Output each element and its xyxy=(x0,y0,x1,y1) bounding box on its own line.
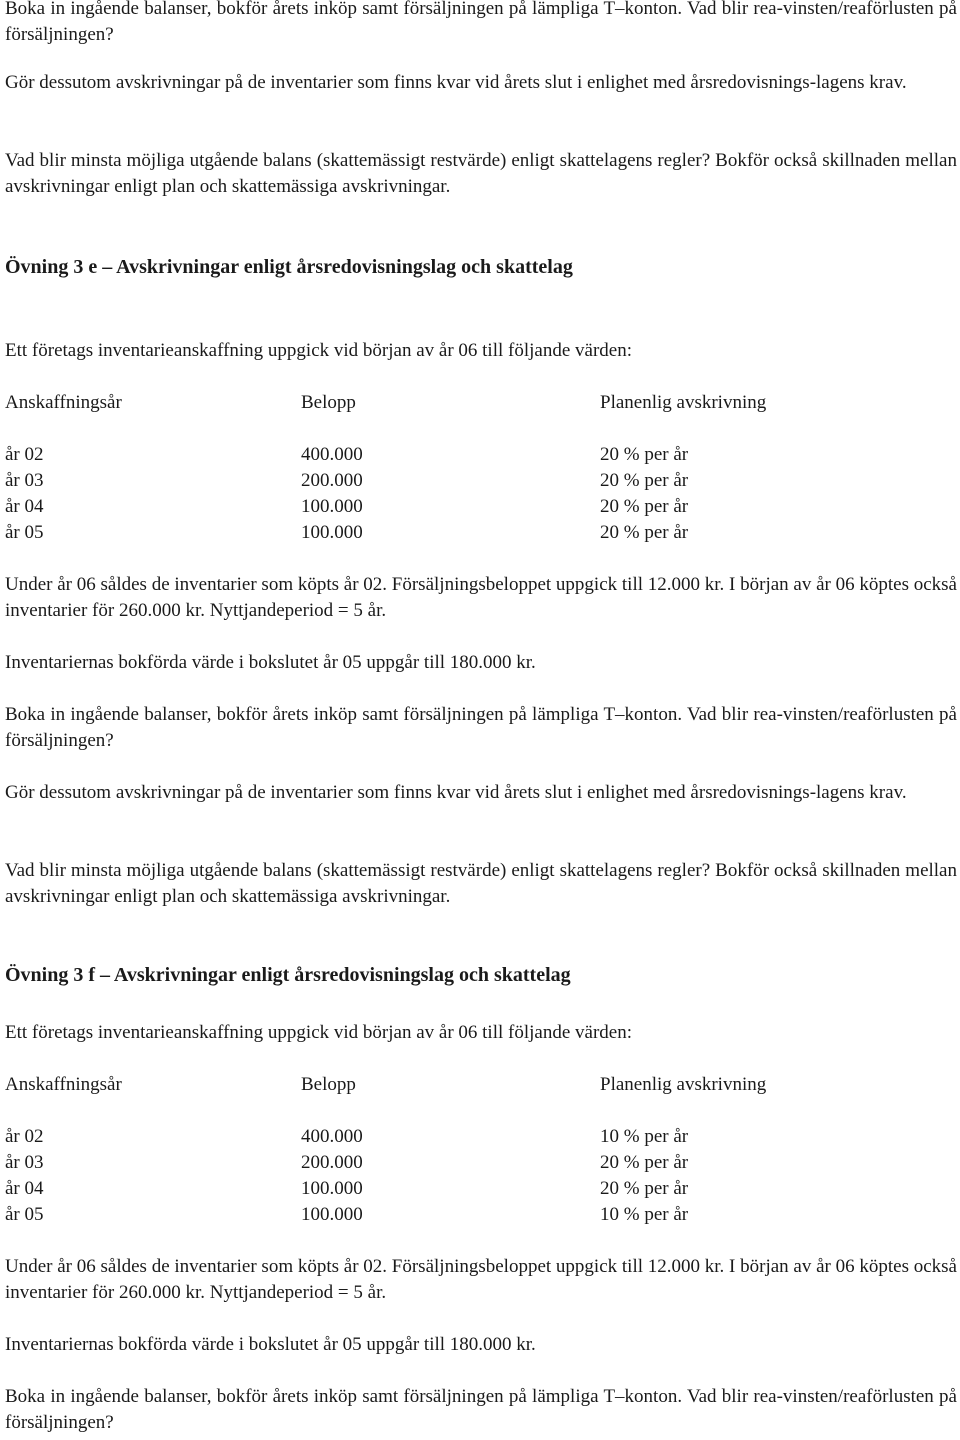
paragraph-booking-instructions: Boka in ingående balanser, bokför årets inköp samt försäljningen på lämpliga T–konton. Vad blir rea-vinsten/reaförlusten på försäljningen? xyxy=(5,704,957,751)
exercise-3f-heading: Övning 3 f – Avskrivningar enligt årsredovisningslag och skattelag xyxy=(5,964,571,986)
table-cell-year: år 04 xyxy=(5,496,44,517)
exercise-3f-intro: Ett företags inventarieanskaffning uppgick vid början av år 06 till följande värden: xyxy=(5,1022,632,1043)
table-cell-year: år 04 xyxy=(5,1178,44,1199)
column-header-depreciation: Planenlig avskrivning xyxy=(600,1074,767,1095)
column-header-year: Anskaffningsår xyxy=(5,1074,122,1095)
column-header-amount: Belopp xyxy=(301,1074,356,1095)
table-cell-year: år 03 xyxy=(5,470,44,491)
table-row xyxy=(5,1202,957,1228)
table-row xyxy=(5,468,957,494)
table-cell-year: år 02 xyxy=(5,1126,44,1147)
paragraph-tax-balance-question: Vad blir minsta möjliga utgående balans (skattemässigt restvärde) enligt skattelagens regler? Bokför också skillnaden mellan avskrivningar enligt plan och skattemässiga avskrivningar. xyxy=(5,860,957,907)
table-cell-year: år 02 xyxy=(5,444,44,465)
table-row xyxy=(5,520,957,546)
paragraph-depreciation-instructions: Gör dessutom avskrivningar på de inventarier som finns kvar vid årets slut i enlighet med årsredovisnings-lagens krav. xyxy=(5,72,907,93)
table-cell-year: år 05 xyxy=(5,1204,44,1225)
paragraph-sale-info: Under år 06 såldes de inventarier som köpts år 02. Försäljningsbeloppet uppgick till 12.000 kr. I början av år 06 köptes också inventarier för 260.000 kr. Nyttjandeperiod = 5 år. xyxy=(5,1256,957,1303)
paragraph-book-value: Inventariernas bokförda värde i bokslutet år 05 uppgår till 180.000 kr. xyxy=(5,652,536,673)
table-cell-depreciation: 20 % per år xyxy=(600,470,689,491)
table-row xyxy=(5,1124,957,1150)
table-cell-amount: 100.000 xyxy=(301,1204,363,1225)
table-row xyxy=(5,494,957,520)
table-cell-depreciation: 20 % per år xyxy=(600,1178,689,1199)
table-cell-amount: 100.000 xyxy=(301,1178,363,1199)
exercise-3f-table-header xyxy=(5,1072,957,1098)
table-cell-depreciation: 20 % per år xyxy=(600,522,689,543)
table-cell-amount: 100.000 xyxy=(301,522,363,543)
table-cell-year: år 05 xyxy=(5,522,44,543)
table-cell-amount: 400.000 xyxy=(301,1126,363,1147)
table-cell-depreciation: 20 % per år xyxy=(600,1152,689,1173)
paragraph-depreciation-instructions: Gör dessutom avskrivningar på de inventarier som finns kvar vid årets slut i enlighet med årsredovisnings-lagens krav. xyxy=(5,782,907,803)
table-row xyxy=(5,442,957,468)
table-cell-amount: 200.000 xyxy=(301,470,363,491)
table-cell-amount: 400.000 xyxy=(301,444,363,465)
table-cell-depreciation: 20 % per år xyxy=(600,496,689,517)
exercise-3e-heading: Övning 3 e – Avskrivningar enligt årsredovisningslag och skattelag xyxy=(5,256,573,278)
table-cell-year: år 03 xyxy=(5,1152,44,1173)
paragraph-booking-instructions: Boka in ingående balanser, bokför årets inköp samt försäljningen på lämpliga T–konton. Vad blir rea-vinsten/reaförlusten på försäljningen? xyxy=(5,0,957,45)
column-header-amount: Belopp xyxy=(301,392,356,413)
exercise-3e-intro: Ett företags inventarieanskaffning uppgick vid början av år 06 till följande värden: xyxy=(5,340,632,361)
paragraph-book-value: Inventariernas bokförda värde i bokslutet år 05 uppgår till 180.000 kr. xyxy=(5,1334,536,1355)
table-cell-depreciation: 20 % per år xyxy=(600,444,689,465)
column-header-year: Anskaffningsår xyxy=(5,392,122,413)
paragraph-booking-instructions: Boka in ingående balanser, bokför årets inköp samt försäljningen på lämpliga T–konton. Vad blir rea-vinsten/reaförlusten på försäljningen? xyxy=(5,1386,957,1433)
paragraph-sale-info: Under år 06 såldes de inventarier som köpts år 02. Försäljningsbeloppet uppgick till 12.000 kr. I början av år 06 köptes också inventarier för 260.000 kr. Nyttjandeperiod = 5 år. xyxy=(5,574,957,621)
exercise-3e-table-header xyxy=(5,390,957,416)
paragraph-tax-balance-question: Vad blir minsta möjliga utgående balans (skattemässigt restvärde) enligt skattelagens regler? Bokför också skillnaden mellan avskrivningar enligt plan och skattemässiga avskrivningar. xyxy=(5,150,957,197)
table-cell-depreciation: 10 % per år xyxy=(600,1204,689,1225)
table-cell-depreciation: 10 % per år xyxy=(600,1126,689,1147)
table-cell-amount: 100.000 xyxy=(301,496,363,517)
table-cell-amount: 200.000 xyxy=(301,1152,363,1173)
column-header-depreciation: Planenlig avskrivning xyxy=(600,392,767,413)
table-row xyxy=(5,1176,957,1202)
table-row xyxy=(5,1150,957,1176)
